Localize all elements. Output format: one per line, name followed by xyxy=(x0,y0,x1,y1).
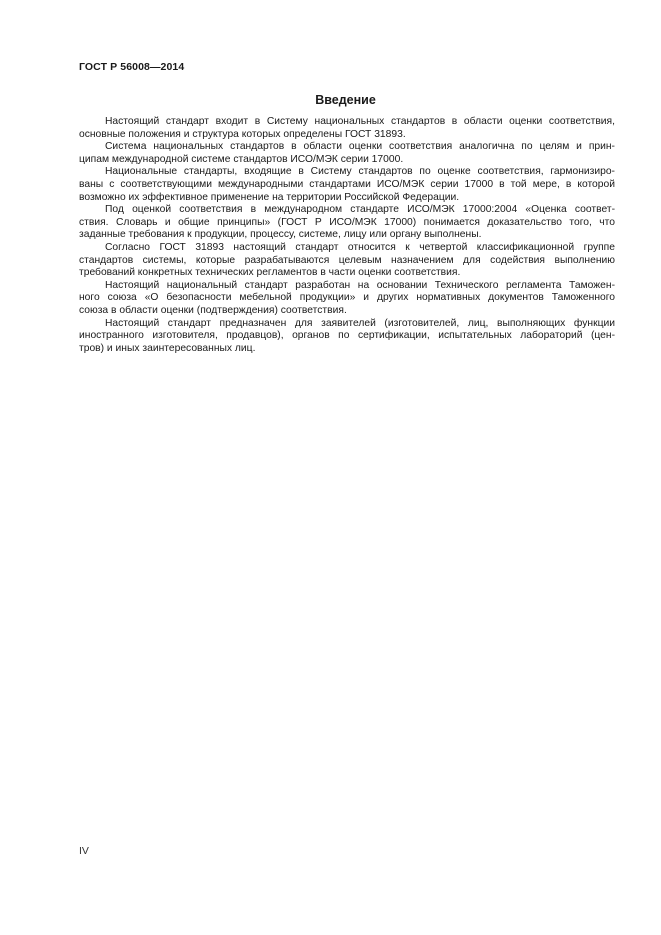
document-header: ГОСТ Р 56008—2014 xyxy=(79,61,185,73)
paragraph-3 xyxy=(79,166,615,204)
text-line: Настоящий национальный стандарт разработан на основании Технического регламента Таможен- xyxy=(105,279,615,291)
text-line: Настоящий стандарт входит в Систему национальных стандартов в области оценки соответствия, xyxy=(105,116,615,127)
paragraph-5 xyxy=(79,242,615,280)
paragraph-2 xyxy=(79,141,615,166)
paragraph-1 xyxy=(79,116,615,141)
paragraph-4 xyxy=(79,204,615,242)
text-line: ствия. Словарь и общие принципы» (ГОСТ Р ИСО/МЭК 17000) понимается доказательство того, что xyxy=(79,216,615,228)
text-line: ципам международной системе стандартов ИСО/МЭК серии 17000. xyxy=(79,153,404,165)
text-line: тров) и иных заинтересованных лиц. xyxy=(79,342,256,354)
text-line: иностранного изготовителя, продавцов), органов по сертификации, испытательных лабораторий (цен- xyxy=(79,330,615,342)
text-line: стандартов системы, которые разрабатываются целевым назначением для содействия выполнению xyxy=(79,254,615,266)
text-line: Под оценкой соответствия в международном стандарте ИСО/МЭК 17000:2004 «Оценка соответ- xyxy=(105,204,615,216)
text-line: Система национальных стандартов в области оценки соответствия аналогична по целям и прин- xyxy=(105,141,615,153)
text-line: основные положения и структура которых определены ГОСТ 31893. xyxy=(79,128,406,140)
paragraph-7 xyxy=(79,318,615,356)
document-body xyxy=(79,116,615,355)
paragraph-6 xyxy=(79,280,615,318)
text-line: Настоящий стандарт предназначен для заявителей (изготовителей, лиц, выполняющих функции xyxy=(105,317,615,329)
text-line: возможно их эффективное применение на территории Российской Федерации. xyxy=(79,191,460,203)
text-line: требований конкретных технических регламентов в части оценки соответствия. xyxy=(79,267,461,279)
text-line: заданные требования к продукции, процессу, системе, лицу или органу выполнены. xyxy=(79,229,482,241)
text-line: Согласно ГОСТ 31893 настоящий стандарт относится к четвертой классификационной группе xyxy=(105,241,615,253)
text-line: ного союза «О безопасности мебельной продукции» и других нормативных документов Таможенного xyxy=(79,292,615,304)
text-line: Национальные стандарты, входящие в Систему стандартов по оценке соответствия, гармонизиро- xyxy=(105,166,615,178)
text-line: союза в области оценки (подтверждения) соответствия. xyxy=(79,304,347,316)
text-line: ваны с соответствующими международными стандартами ИСО/МЭК серии 17000 в той мере, в которой xyxy=(79,178,615,190)
page-number: IV xyxy=(79,845,89,857)
section-title: Введение xyxy=(315,93,376,107)
